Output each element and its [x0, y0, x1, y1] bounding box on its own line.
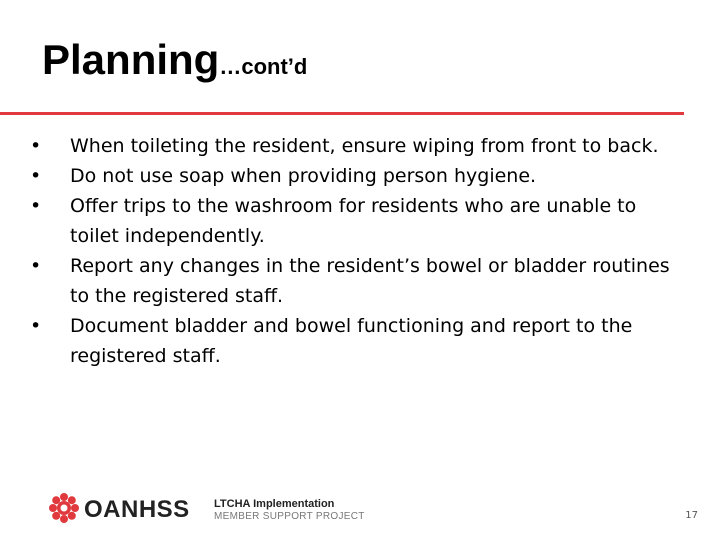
bullet-item [30, 131, 690, 161]
bullet-dot-icon: • [30, 135, 42, 157]
bullet-text: Do not use soap when providing person hygiene. [70, 165, 537, 187]
bullet-dot-icon: • [30, 315, 42, 337]
bullet-text: When toileting the resident, ensure wiping from front to back. [70, 135, 659, 157]
bullet-list [30, 131, 690, 371]
bullet-item [30, 311, 690, 371]
slide-title [42, 36, 307, 84]
bullet-text: Offer trips to the washroom for residents who are unable to toilet independently. [70, 195, 637, 247]
bullet-dot-icon: • [30, 165, 42, 187]
bullet-dot-icon: • [30, 255, 42, 277]
oanhss-logo-text: OANHSS [84, 496, 190, 523]
bullet-item [30, 161, 690, 191]
slide-title-suffix: …cont’d [219, 54, 308, 79]
bullet-text: Report any changes in the resident’s bowel or bladder routines to the registered staff. [70, 255, 670, 307]
ltcha-title: LTCHA Implementation [214, 498, 335, 510]
page-number: 17 [685, 510, 698, 521]
bullet-item [30, 251, 690, 311]
ltcha-subtitle: MEMBER SUPPORT PROJECT [214, 511, 365, 522]
bullet-item [30, 191, 690, 251]
bullet-dot-icon: • [30, 195, 42, 217]
slide-title-main: Planning [42, 36, 220, 83]
red-flower-emblem-icon [48, 492, 80, 524]
bullet-text: Document bladder and bowel functioning and report to the registered staff. [70, 315, 633, 367]
title-divider [0, 112, 684, 115]
